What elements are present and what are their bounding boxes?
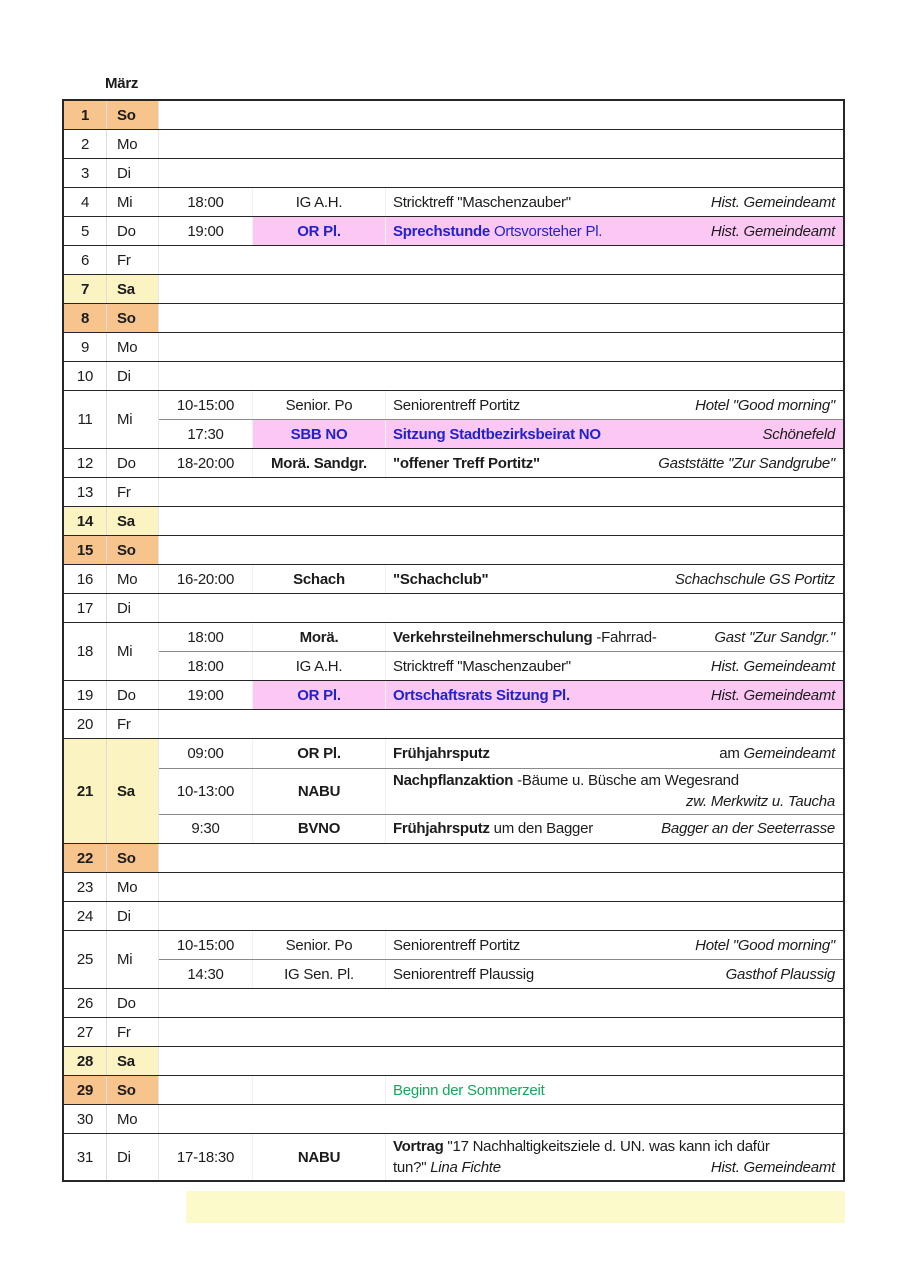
calendar-row-11 xyxy=(64,390,843,448)
events-container xyxy=(159,565,843,593)
time-cell: 17-18:30 xyxy=(159,1134,253,1180)
event-subrow xyxy=(159,217,843,245)
text-segment: Nachpflanzaktion xyxy=(393,772,518,789)
event-cell xyxy=(386,960,843,988)
calendar-row-2 xyxy=(64,129,843,158)
weekday-cell: Do xyxy=(107,681,159,709)
day-cell: 19 xyxy=(64,681,107,709)
events-container xyxy=(159,333,843,361)
text-segment: Ortschaftsrats Sitzung Pl. xyxy=(393,686,570,704)
events-container xyxy=(159,902,843,930)
events-container xyxy=(159,159,843,187)
weekday-cell: Di xyxy=(107,159,159,187)
calendar-row-16 xyxy=(64,564,843,593)
event-subrow xyxy=(159,768,843,814)
calendar-row-23 xyxy=(64,872,843,901)
event-description xyxy=(393,685,570,706)
weekday-cell: So xyxy=(107,536,159,564)
day-cell: 5 xyxy=(64,217,107,245)
day-cell: 9 xyxy=(64,333,107,361)
event-cell xyxy=(386,931,843,959)
text-segment: NABU xyxy=(297,782,341,800)
event-subrow xyxy=(159,959,843,988)
day-cell: 21 xyxy=(64,739,107,843)
text-segment: IG A.H. xyxy=(295,657,343,675)
event-location xyxy=(675,569,835,590)
org-cell xyxy=(253,1076,386,1104)
text-segment: Seniorentreff Portitz xyxy=(393,396,521,414)
org-cell xyxy=(253,449,386,477)
day-cell: 13 xyxy=(64,478,107,506)
event-line xyxy=(393,1136,835,1157)
org-cell xyxy=(253,420,386,448)
calendar-row-19 xyxy=(64,680,843,709)
text-segment: Hist. Gemeindeamt xyxy=(710,686,835,704)
event-description xyxy=(393,453,540,474)
event-cell xyxy=(386,449,843,477)
calendar-row-3 xyxy=(64,158,843,187)
day-cell: 3 xyxy=(64,159,107,187)
day-cell: 10 xyxy=(64,362,107,390)
text-segment: Vortrag xyxy=(393,1138,448,1155)
events-container xyxy=(159,507,843,535)
event-subrow xyxy=(159,651,843,680)
events-container xyxy=(159,1076,843,1104)
event-location xyxy=(711,656,835,677)
event-description xyxy=(393,1080,545,1101)
event-line xyxy=(393,1157,835,1178)
org-cell xyxy=(253,1134,386,1180)
day-cell: 6 xyxy=(64,246,107,274)
event-location xyxy=(719,743,835,764)
day-cell: 12 xyxy=(64,449,107,477)
time-cell: 18:00 xyxy=(159,623,253,651)
day-cell: 7 xyxy=(64,275,107,303)
org-cell xyxy=(253,391,386,419)
text-segment: Hist. Gemeindeamt xyxy=(710,657,835,675)
calendar-row-29 xyxy=(64,1075,843,1104)
weekday-cell: Mi xyxy=(107,391,159,448)
text-segment: Gasthof Plaussig xyxy=(725,965,835,983)
day-cell: 25 xyxy=(64,931,107,988)
event-description xyxy=(393,935,520,956)
event-line xyxy=(393,569,835,590)
events-container xyxy=(159,873,843,901)
event-line xyxy=(393,395,835,416)
time-cell: 19:00 xyxy=(159,217,253,245)
day-cell: 27 xyxy=(64,1018,107,1046)
weekday-cell: So xyxy=(107,1076,159,1104)
events-container xyxy=(159,478,843,506)
event-cell xyxy=(386,681,843,709)
events-container xyxy=(159,739,843,843)
time-cell: 18:00 xyxy=(159,188,253,216)
events-container xyxy=(159,594,843,622)
event-cell xyxy=(386,623,843,651)
org-cell xyxy=(253,217,386,245)
calendar-row-13 xyxy=(64,477,843,506)
day-cell: 24 xyxy=(64,902,107,930)
event-line xyxy=(393,791,835,812)
text-segment: Hist. Gemeindeamt xyxy=(710,1159,835,1176)
weekday-cell: So xyxy=(107,101,159,129)
time-cell: 9:30 xyxy=(159,815,253,844)
event-location xyxy=(711,685,835,706)
calendar-row-27 xyxy=(64,1017,843,1046)
event-location xyxy=(711,192,835,213)
day-cell: 1 xyxy=(64,101,107,129)
text-segment: Gaststätte "Zur Sandgrube" xyxy=(658,454,835,472)
day-cell: 11 xyxy=(64,391,107,448)
events-container xyxy=(159,391,843,448)
org-cell xyxy=(253,815,386,844)
events-container xyxy=(159,188,843,216)
day-cell: 23 xyxy=(64,873,107,901)
event-line xyxy=(393,656,835,677)
calendar-row-5 xyxy=(64,216,843,245)
weekday-cell: Sa xyxy=(107,1047,159,1075)
text-segment: Stricktreff "Maschenzauber" xyxy=(393,193,571,211)
day-cell: 8 xyxy=(64,304,107,332)
event-subrow xyxy=(159,1134,843,1180)
org-cell xyxy=(253,652,386,680)
org-cell xyxy=(253,739,386,768)
event-cell xyxy=(386,188,843,216)
calendar-row-9 xyxy=(64,332,843,361)
event-location xyxy=(658,453,835,474)
event-description xyxy=(393,627,657,648)
day-cell: 4 xyxy=(64,188,107,216)
weekday-cell: So xyxy=(107,304,159,332)
text-segment: BVNO xyxy=(297,820,341,838)
time-cell: 09:00 xyxy=(159,739,253,768)
day-cell: 28 xyxy=(64,1047,107,1075)
day-cell: 16 xyxy=(64,565,107,593)
event-line xyxy=(393,770,835,791)
weekday-cell: Mo xyxy=(107,873,159,901)
text-segment: Senior. Po xyxy=(285,936,353,954)
text-segment: Schachschule GS Portitz xyxy=(674,570,835,588)
text-segment: IG A.H. xyxy=(295,193,343,211)
events-container xyxy=(159,362,843,390)
event-line xyxy=(393,685,835,706)
text-segment: zw. Merkwitz u. Taucha xyxy=(685,793,835,810)
calendar-row-15 xyxy=(64,535,843,564)
calendar-row-4 xyxy=(64,187,843,216)
event-line xyxy=(393,964,835,985)
events-container xyxy=(159,1134,843,1180)
event-description xyxy=(393,964,534,985)
text-segment: Seniorentreff Portitz xyxy=(393,936,521,954)
calendar-row-8 xyxy=(64,303,843,332)
day-cell: 18 xyxy=(64,623,107,680)
text-segment: Sitzung Stadtbezirksbeirat NO xyxy=(393,425,601,443)
time-cell: 10-13:00 xyxy=(159,769,253,814)
text-segment: Schönefeld xyxy=(762,425,835,443)
text-segment: Hist. Gemeindeamt xyxy=(710,222,835,240)
event-description xyxy=(393,395,520,416)
event-description xyxy=(393,192,571,213)
weekday-cell: Di xyxy=(107,594,159,622)
weekday-cell: Sa xyxy=(107,275,159,303)
event-subrow xyxy=(159,188,843,216)
event-cell xyxy=(386,420,843,448)
event-location xyxy=(762,424,835,445)
event-line xyxy=(393,192,835,213)
weekday-cell: Fr xyxy=(107,1018,159,1046)
event-description xyxy=(393,770,739,791)
text-segment: Hotel "Good morning" xyxy=(695,396,835,414)
weekday-cell: Sa xyxy=(107,507,159,535)
event-location xyxy=(726,964,835,985)
event-line xyxy=(393,424,835,445)
event-subrow xyxy=(159,391,843,419)
day-cell: 30 xyxy=(64,1105,107,1133)
event-description xyxy=(393,818,593,839)
event-line xyxy=(393,935,835,956)
events-container xyxy=(159,275,843,303)
text-segment: OR Pl. xyxy=(297,222,341,240)
text-segment: am xyxy=(719,744,744,762)
text-segment: Verkehrsteilnehmerschulung xyxy=(393,628,593,646)
events-container xyxy=(159,449,843,477)
text-segment: Frühjahrsputz xyxy=(393,744,490,762)
event-location xyxy=(711,1157,835,1178)
text-segment: Beginn der Sommerzeit xyxy=(393,1081,545,1099)
event-location xyxy=(695,395,835,416)
event-cell xyxy=(386,739,843,768)
event-location xyxy=(695,935,835,956)
event-line xyxy=(393,818,835,839)
event-subrow xyxy=(159,419,843,448)
event-subrow xyxy=(159,931,843,959)
footer-highlight-block xyxy=(186,1191,845,1223)
events-container xyxy=(159,681,843,709)
day-cell: 2 xyxy=(64,130,107,158)
event-cell xyxy=(386,391,843,419)
weekday-cell: Fr xyxy=(107,478,159,506)
time-cell: 10-15:00 xyxy=(159,391,253,419)
day-cell: 26 xyxy=(64,989,107,1017)
text-segment: -Fahrrad- xyxy=(592,628,657,646)
text-segment: Bagger an der Seeterrasse xyxy=(661,820,835,838)
day-cell: 17 xyxy=(64,594,107,622)
calendar-row-10 xyxy=(64,361,843,390)
event-line xyxy=(393,627,835,648)
org-cell xyxy=(253,188,386,216)
calendar-row-30 xyxy=(64,1104,843,1133)
text-segment: OR Pl. xyxy=(297,686,341,704)
event-location xyxy=(661,818,835,839)
day-cell: 31 xyxy=(64,1134,107,1180)
month-title: März xyxy=(105,75,139,92)
text-segment: -Bäume u. Büsche am Wegesrand xyxy=(517,772,739,789)
text-segment: Gast "Zur Sandgr." xyxy=(714,628,835,646)
weekday-cell: Mi xyxy=(107,931,159,988)
calendar-row-14 xyxy=(64,506,843,535)
weekday-cell: So xyxy=(107,844,159,872)
day-cell: 20 xyxy=(64,710,107,738)
weekday-cell: Fr xyxy=(107,710,159,738)
text-segment: "17 Nachhaltigkeitsziele d. UN. was kann ich dafür xyxy=(447,1138,770,1155)
weekday-cell: Do xyxy=(107,989,159,1017)
time-cell: 18:00 xyxy=(159,652,253,680)
events-container xyxy=(159,1105,843,1133)
time-cell xyxy=(159,1076,253,1104)
text-segment: "offener Treff Portitz" xyxy=(393,454,540,472)
events-container xyxy=(159,101,843,129)
calendar-row-6 xyxy=(64,245,843,274)
day-cell: 14 xyxy=(64,507,107,535)
text-segment: Senior. Po xyxy=(285,396,353,414)
events-container xyxy=(159,710,843,738)
calendar-row-7 xyxy=(64,274,843,303)
events-container xyxy=(159,1047,843,1075)
org-cell xyxy=(253,623,386,651)
text-segment: um den Bagger xyxy=(489,820,593,838)
text-segment: Morä. xyxy=(299,628,339,646)
event-subrow xyxy=(159,814,843,844)
event-subrow xyxy=(159,565,843,593)
text-segment: tun?" xyxy=(393,1159,431,1176)
events-container xyxy=(159,304,843,332)
calendar-table xyxy=(62,99,845,1182)
event-cell xyxy=(386,217,843,245)
calendar-row-20 xyxy=(64,709,843,738)
calendar-row-12 xyxy=(64,448,843,477)
org-cell xyxy=(253,565,386,593)
events-container xyxy=(159,931,843,988)
day-cell: 22 xyxy=(64,844,107,872)
time-cell: 17:30 xyxy=(159,420,253,448)
text-segment: Morä. Sandgr. xyxy=(271,454,367,472)
day-cell: 15 xyxy=(64,536,107,564)
event-subrow xyxy=(159,1076,843,1104)
event-cell xyxy=(386,769,843,814)
text-segment: SBB NO xyxy=(290,425,348,443)
text-segment: OR Pl. xyxy=(297,744,341,762)
text-segment: Gemeindeamt xyxy=(743,744,835,762)
calendar-row-28 xyxy=(64,1046,843,1075)
weekday-cell: Di xyxy=(107,362,159,390)
text-segment: Stricktreff "Maschenzauber" xyxy=(393,657,571,675)
weekday-cell: Mi xyxy=(107,188,159,216)
events-container xyxy=(159,246,843,274)
event-cell xyxy=(386,815,843,844)
weekday-cell: Sa xyxy=(107,739,159,843)
event-description xyxy=(393,1136,770,1157)
event-description xyxy=(393,743,490,764)
weekday-cell: Di xyxy=(107,1134,159,1180)
weekday-cell: Fr xyxy=(107,246,159,274)
org-cell xyxy=(253,769,386,814)
event-cell xyxy=(386,565,843,593)
event-location xyxy=(711,221,835,242)
weekday-cell: Mo xyxy=(107,130,159,158)
event-description xyxy=(393,424,601,445)
event-location xyxy=(686,791,835,812)
events-container xyxy=(159,844,843,872)
event-line xyxy=(393,743,835,764)
event-cell xyxy=(386,652,843,680)
event-description xyxy=(393,656,571,677)
calendar-row-26 xyxy=(64,988,843,1017)
event-subrow xyxy=(159,739,843,768)
calendar-row-22 xyxy=(64,843,843,872)
org-cell xyxy=(253,960,386,988)
text-segment: NABU xyxy=(297,1148,341,1166)
calendar-row-31 xyxy=(64,1133,843,1180)
events-container xyxy=(159,623,843,680)
calendar-row-21 xyxy=(64,738,843,843)
event-line xyxy=(393,1080,835,1101)
text-segment: Ortsvorsteher Pl. xyxy=(493,222,603,240)
org-cell xyxy=(253,931,386,959)
event-subrow xyxy=(159,623,843,651)
event-location xyxy=(714,627,835,648)
events-container xyxy=(159,536,843,564)
text-segment: Frühjahrsputz xyxy=(393,820,490,838)
text-segment: Schach xyxy=(293,570,345,588)
text-segment: "Schachclub" xyxy=(393,570,489,588)
time-cell: 10-15:00 xyxy=(159,931,253,959)
text-segment: Sprechstunde xyxy=(393,222,494,240)
text-segment: Lina Fichte xyxy=(430,1159,501,1176)
event-line xyxy=(393,221,835,242)
time-cell: 16-20:00 xyxy=(159,565,253,593)
calendar-row-1 xyxy=(64,101,843,129)
text-segment: Hotel "Good morning" xyxy=(695,936,835,954)
time-cell: 18-20:00 xyxy=(159,449,253,477)
weekday-cell: Mo xyxy=(107,565,159,593)
text-segment: IG Sen. Pl. xyxy=(284,965,354,983)
events-container xyxy=(159,130,843,158)
text-segment: Hist. Gemeindeamt xyxy=(710,193,835,211)
event-cell xyxy=(386,1076,843,1104)
event-line xyxy=(393,453,835,474)
calendar-row-24 xyxy=(64,901,843,930)
event-subrow xyxy=(159,681,843,709)
time-cell: 19:00 xyxy=(159,681,253,709)
events-container xyxy=(159,989,843,1017)
text-segment: Seniorentreff Plaussig xyxy=(393,965,534,983)
event-description xyxy=(393,221,602,242)
event-description xyxy=(393,1157,501,1178)
calendar-row-25 xyxy=(64,930,843,988)
time-cell: 14:30 xyxy=(159,960,253,988)
event-cell xyxy=(386,1134,843,1180)
weekday-cell: Do xyxy=(107,449,159,477)
weekday-cell: Mo xyxy=(107,1105,159,1133)
weekday-cell: Do xyxy=(107,217,159,245)
events-container xyxy=(159,1018,843,1046)
weekday-cell: Mo xyxy=(107,333,159,361)
weekday-cell: Mi xyxy=(107,623,159,680)
calendar-row-17 xyxy=(64,593,843,622)
org-cell xyxy=(253,681,386,709)
calendar-row-18 xyxy=(64,622,843,680)
events-container xyxy=(159,217,843,245)
event-subrow xyxy=(159,449,843,477)
weekday-cell: Di xyxy=(107,902,159,930)
event-description xyxy=(393,569,488,590)
day-cell: 29 xyxy=(64,1076,107,1104)
